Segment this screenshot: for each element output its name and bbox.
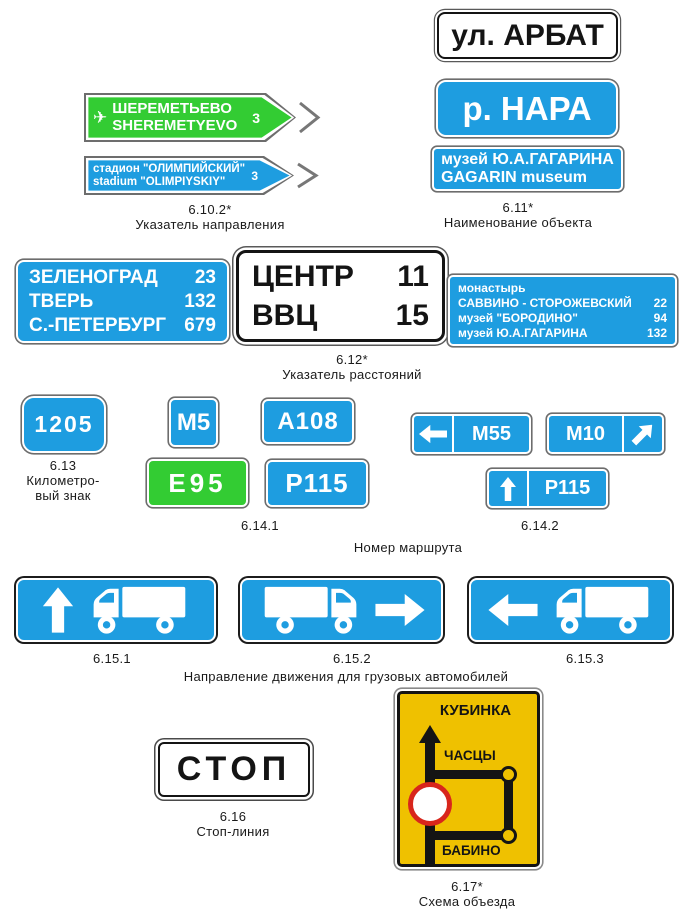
- museum-name-sign-gagarin: [432, 147, 623, 191]
- destination-header: монастырь: [458, 280, 526, 295]
- route-number: Р115: [285, 468, 349, 498]
- distance-km: 23: [194, 266, 216, 288]
- truck-icon: [259, 585, 363, 635]
- section-caption: Номер маршрута: [353, 540, 463, 555]
- direction-line2: stadium "OLIMPIYSKIY": [93, 175, 226, 188]
- route-sign-p115-up: [487, 469, 608, 508]
- direction-distance: 3: [251, 168, 258, 183]
- detour-node-top: [500, 766, 517, 783]
- distance-km: 22: [653, 295, 667, 310]
- route-number: Р115: [544, 477, 591, 499]
- truck-direction-sign-right: [240, 578, 443, 642]
- sign-code: 6.15.3: [566, 651, 604, 666]
- sign-code: 6.17*: [451, 879, 483, 894]
- direction-distance: 3: [252, 109, 260, 126]
- distance-sign-right: [448, 275, 677, 346]
- route-number: А108: [277, 407, 339, 435]
- truck-icon: [87, 585, 191, 635]
- sign-code: 6.15.2: [333, 651, 371, 666]
- sign-caption: вый знак: [35, 488, 91, 503]
- sign-code: 6.12*: [336, 352, 368, 367]
- left-arrow-icon: [488, 593, 538, 627]
- route-sign-m5: [169, 398, 218, 447]
- truck-direction-sign-left: [469, 578, 672, 642]
- sign-code: 6.11*: [502, 200, 534, 215]
- left-arrow-icon: [414, 416, 452, 452]
- street-name-text: ул. АРБАТ: [451, 18, 604, 52]
- detour-top-label: КУБИНКА: [439, 702, 512, 719]
- route-sign-p115: [266, 460, 368, 507]
- sign-caption: Километро-: [26, 473, 100, 488]
- museum-line2: GAGARIN museum: [441, 169, 587, 186]
- distance-km: 132: [184, 290, 216, 312]
- detour-scheme-sign: [397, 691, 540, 867]
- direction-sign-olimpiyskiy: [84, 156, 294, 195]
- destination: ЦЕНТР: [252, 260, 354, 293]
- sign-code: 6.14.1: [241, 518, 279, 533]
- street-name-sign-arbat: [437, 12, 618, 59]
- truck-direction-sign-straight: [16, 578, 216, 642]
- direction-line2: SHEREMETYEVO: [112, 116, 238, 134]
- stop-text: СТОП: [176, 750, 292, 788]
- sign-caption: Указатель направления: [135, 217, 285, 232]
- destination: музей Ю.А.ГАГАРИНА: [458, 325, 588, 340]
- right-arrow-icon: [375, 593, 425, 627]
- detour-bottom-label: БАБИНО: [442, 843, 501, 858]
- stop-line-sign: [158, 742, 310, 797]
- detour-middle-label: ЧАСЦЫ: [444, 748, 496, 763]
- truck-icon: [550, 585, 654, 635]
- route-sign-e95: [147, 459, 248, 507]
- kilometre-sign: [22, 396, 106, 453]
- up-arrow-icon: [489, 471, 527, 506]
- museum-line1: музей Ю.А.ГАГАРИНА: [441, 150, 614, 168]
- chevron-tip-outline: [298, 93, 322, 142]
- detour-bottom-branch: [425, 831, 509, 840]
- river-name-sign-nara: [436, 80, 618, 137]
- distance-km: 679: [184, 314, 216, 336]
- destination: С.-ПЕТЕРБУРГ: [29, 314, 167, 336]
- destination: музей "БОРОДИНО": [458, 310, 578, 325]
- detour-node-bottom: [500, 827, 517, 844]
- route-sign-m55-left: [412, 414, 531, 454]
- distance-km: 94: [653, 310, 667, 325]
- kilometre-value: 1205: [34, 411, 94, 437]
- up-right-arrow-icon: [624, 416, 662, 452]
- sign-caption: Наименование объекта: [443, 215, 593, 230]
- sign-caption: Схема объезда: [418, 894, 516, 909]
- sign-caption: Указатель расстояний: [282, 367, 422, 382]
- airplane-icon: ✈: [93, 107, 108, 127]
- distance-sign-center: [236, 250, 445, 342]
- direction-sign-sheremetyevo: [84, 93, 296, 142]
- sign-code: 6.13: [49, 458, 77, 473]
- sign-code: 6.10.2*: [188, 202, 232, 217]
- route-sign-a108: [262, 399, 354, 444]
- destination: ЗЕЛЕНОГРАД: [29, 266, 158, 288]
- sign-code: 6.14.2: [521, 518, 559, 533]
- route-number: Е95: [168, 467, 227, 498]
- detour-top-branch: [425, 770, 509, 779]
- sign-caption: Стоп-линия: [196, 824, 270, 839]
- destination: ВВЦ: [252, 299, 318, 332]
- route-number: М55: [472, 422, 511, 445]
- up-arrow-icon: [41, 587, 75, 633]
- sign-code: 6.15.1: [93, 651, 131, 666]
- direction-line1: ШЕРЕМЕТЬЕВО: [112, 100, 232, 118]
- no-entry-icon: [408, 782, 452, 826]
- direction-line1: стадион "ОЛИМПИЙСКИЙ": [93, 163, 246, 176]
- distance-km: 15: [395, 299, 429, 332]
- destination: САВВИНО - СТОРОЖЕВСКИЙ: [458, 295, 632, 310]
- distance-sign-left: [16, 260, 229, 343]
- chevron-tip-outline: [296, 156, 320, 195]
- destination: ТВЕРЬ: [29, 290, 94, 312]
- distance-km: 11: [397, 260, 429, 293]
- route-sign-m10-upright: [547, 414, 664, 454]
- section-caption: Направление движения для грузовых автомобилей: [183, 669, 509, 684]
- route-number: М5: [176, 408, 211, 436]
- sign-code: 6.16: [219, 809, 247, 824]
- route-number: М10: [566, 422, 605, 445]
- river-name-text: р. НАРА: [462, 89, 592, 127]
- distance-km: 132: [646, 325, 667, 340]
